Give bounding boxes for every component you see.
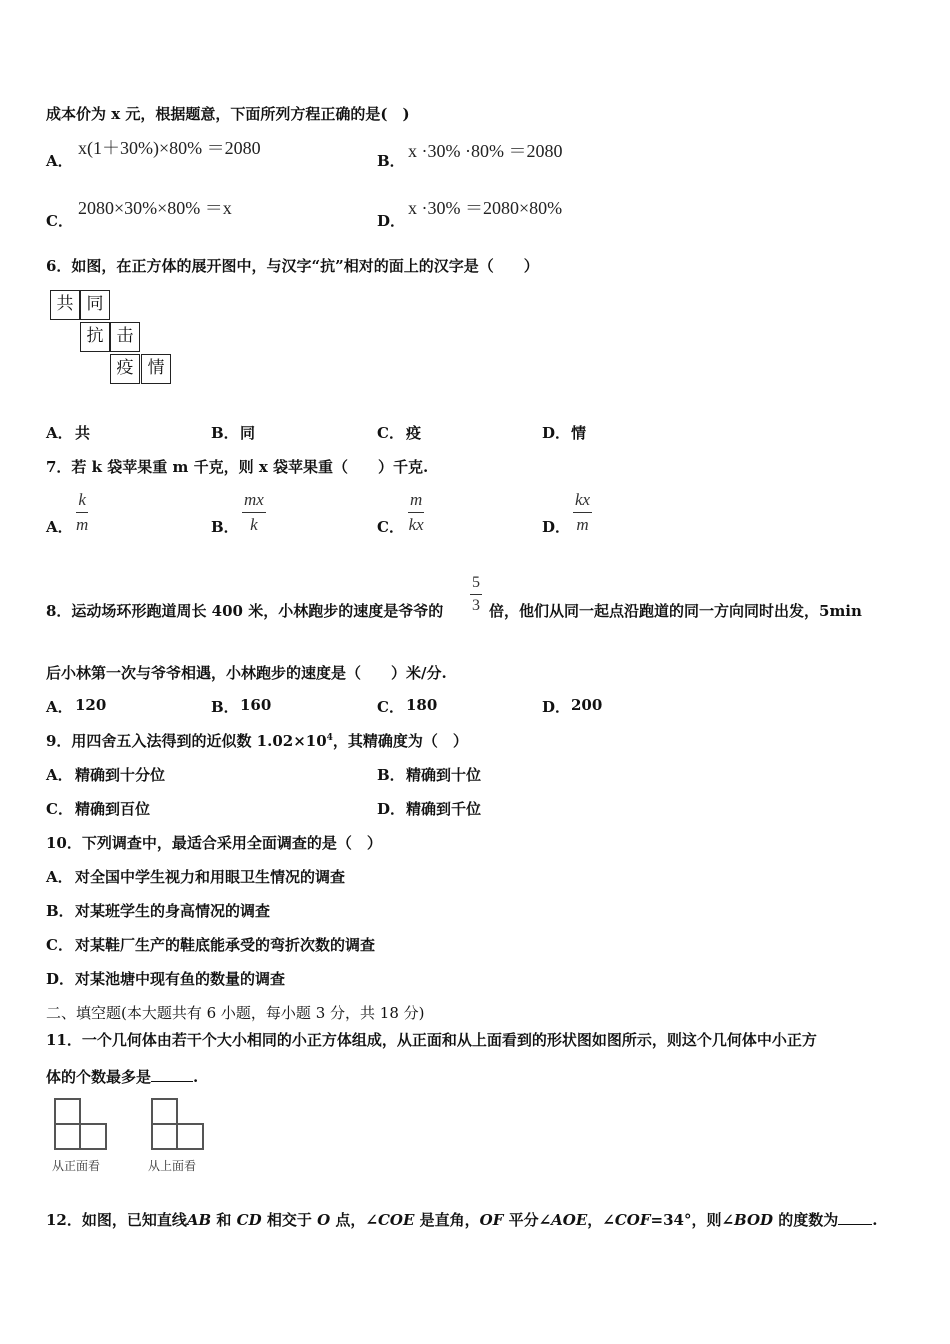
q7-option-b-label: B．: [211, 518, 239, 536]
q7-option-d-label: D．: [542, 518, 571, 536]
q9-option-a-label: A．: [46, 766, 73, 784]
q12-var-of: OF: [479, 1211, 504, 1229]
q10-option-b-label: B．: [46, 902, 74, 920]
q12-var-o: O: [317, 1211, 331, 1229]
q8-fraction-denominator: 3: [472, 597, 480, 614]
q9-stem-part1: 9．用四舍五入法得到的近似数 1.02×10: [46, 732, 327, 750]
net-face-4: 击: [110, 322, 140, 352]
q8-option-c: 180: [406, 696, 438, 714]
q12-text: 12．如图，已知直线: [46, 1211, 187, 1229]
q7-option-b-denominator: k: [250, 515, 258, 534]
q6-option-b: 同: [240, 424, 256, 442]
q8-stem-part3: 后小林第一次与爷爷相遇，小林跑步的速度是（ ）米/分.: [46, 664, 447, 682]
q12-stem: [46, 1209, 878, 1230]
front-view-square: [79, 1123, 107, 1150]
q12-text: 相交于: [261, 1211, 318, 1229]
q12-var-bod: BOD: [734, 1211, 774, 1229]
q10-option-d-label: D．: [46, 970, 75, 988]
top-view-square: [151, 1098, 178, 1125]
q5-option-d-expr: x ·30% ＝2080×80%: [408, 198, 563, 218]
q6-option-a: 共: [75, 424, 91, 442]
q5-stem: 成本价为 x 元，根据题意，下面所列方程正确的是( ): [46, 105, 410, 123]
front-view-caption: 从正面看: [52, 1159, 101, 1173]
q5-option-b-expr: x ·30% ·80% ＝2080: [408, 141, 563, 161]
q12-text: =34°，则∠: [650, 1211, 735, 1229]
q6-option-d-label: D．: [542, 424, 571, 442]
front-view-square: [54, 1123, 81, 1150]
q10-stem: 10．下列调查中，最适合采用全面调查的是（ ）: [46, 834, 382, 852]
section-heading: 二、填空题(本大题共有 6 小题，每小题 3 分，共 18 分): [46, 1004, 425, 1022]
q8-option-a: 120: [75, 696, 107, 714]
q9-option-b: 精确到十位: [406, 766, 482, 784]
q9-option-c: 精确到百位: [75, 800, 151, 818]
q7-option-b-fraction: [242, 490, 266, 535]
q12-text: 和: [211, 1211, 237, 1229]
q10-option-a: 对全国中学生视力和用眼卫生情况的调查: [75, 868, 346, 886]
q9-stem-part2: ，其精确度为（ ）: [332, 732, 468, 750]
q11-stem-line2-end: .: [193, 1068, 199, 1086]
net-face-5: 疫: [110, 354, 140, 384]
q6-option-c: 疫: [406, 424, 422, 442]
top-view-square: [151, 1123, 178, 1150]
q6-option-a-label: A．: [46, 424, 73, 442]
q6-option-c-label: C．: [377, 424, 404, 442]
q7-option-c-denominator: kx: [408, 515, 424, 534]
q8-stem-part1: 8．运动场环形跑道周长 400 米，小林跑步的速度是爷爷的: [46, 602, 444, 620]
q11-stem-line2: [46, 1066, 198, 1087]
q7-option-c-fraction: [408, 490, 424, 535]
q11-stem-line2-text: 体的个数最多是: [46, 1068, 152, 1086]
q7-stem: 7．若 k 袋苹果重 m 千克，则 x 袋苹果重（ ）千克.: [46, 458, 429, 476]
q12-text: 的度数为: [773, 1211, 839, 1229]
q10-option-b: 对某班学生的身高情况的调查: [75, 902, 271, 920]
q9-option-c-label: C．: [46, 800, 73, 818]
net-face-3: 抗: [80, 322, 110, 352]
q8-option-d-label: D．: [542, 698, 571, 716]
q7-option-c-label: C．: [377, 518, 404, 536]
q5-option-a-expr: x(1＋30%)×80% ＝2080: [78, 138, 261, 158]
net-face-6: 情: [141, 354, 171, 384]
q7-option-c-numerator: m: [408, 490, 424, 513]
q7-option-a-denominator: m: [76, 515, 89, 534]
q9-option-d-label: D．: [377, 800, 406, 818]
q8-option-b: 160: [240, 696, 272, 714]
q5-option-d-label: D．: [377, 212, 406, 230]
q9-exponent: 4: [326, 733, 333, 743]
q7-option-d-fraction: [573, 490, 592, 535]
q12-text: 是直角，: [414, 1211, 480, 1229]
q12-var-aoe: AOE: [551, 1211, 588, 1229]
q5-option-b-label: B．: [377, 152, 405, 170]
q12-var-cd: CD: [236, 1211, 262, 1229]
q12-answer-blank: [838, 1210, 872, 1225]
q9-stem: [46, 730, 468, 751]
q12-text: 点，∠: [330, 1211, 378, 1229]
q8-option-a-label: A．: [46, 698, 73, 716]
q5-option-a-label: A．: [46, 152, 73, 170]
q9-option-d: 精确到千位: [406, 800, 482, 818]
q6-option-b-label: B．: [211, 424, 239, 442]
q12-var-cof: COF: [614, 1211, 651, 1229]
q12-text: .: [872, 1211, 878, 1229]
q7-option-a-numerator: k: [76, 490, 88, 513]
top-view-square: [176, 1123, 204, 1150]
q7-option-b-numerator: mx: [242, 490, 266, 513]
q10-option-c-label: C．: [46, 936, 73, 954]
q7-option-d-denominator: m: [576, 515, 589, 534]
q10-option-a-label: A．: [46, 868, 73, 886]
q8-option-c-label: C．: [377, 698, 404, 716]
front-view-square: [54, 1098, 81, 1125]
q7-option-a-fraction: [76, 490, 88, 535]
q10-option-c: 对某鞋厂生产的鞋底能承受的弯折次数的调查: [75, 936, 376, 954]
q8-option-d: 200: [571, 696, 603, 714]
q10-option-d: 对某池塘中现有鱼的数量的调查: [75, 970, 286, 988]
q11-answer-blank: [151, 1067, 193, 1082]
q5-option-c-expr: 2080×30%×80% ＝x: [78, 198, 232, 218]
q9-option-b-label: B．: [377, 766, 405, 784]
q12-var-coe: COE: [377, 1211, 415, 1229]
q12-text: 平分∠: [503, 1211, 552, 1229]
q8-stem-part2: 倍，他们从同一起点沿跑道的同一方向同时出发，5min: [489, 602, 862, 620]
q12-text: ，∠: [587, 1211, 615, 1229]
q8-option-b-label: B．: [211, 698, 239, 716]
q9-option-a: 精确到十分位: [75, 766, 166, 784]
q6-stem: 6．如图，在正方体的展开图中，与汉字“抗”相对的面上的汉字是（ ）: [46, 257, 539, 275]
q8-fraction-numerator: 5: [470, 574, 482, 595]
net-face-1: 共: [50, 290, 80, 320]
q7-option-a-label: A．: [46, 518, 73, 536]
net-face-2: 同: [80, 290, 110, 320]
top-view-caption: 从上面看: [148, 1159, 197, 1173]
q8-fraction: [470, 574, 482, 615]
q7-option-d-numerator: kx: [573, 490, 592, 513]
q5-option-c-label: C．: [46, 212, 73, 230]
q6-option-d: 情: [571, 424, 587, 442]
q12-var-ab: AB: [186, 1211, 212, 1229]
q11-stem-line1: 11．一个几何体由若干个大小相同的小正方体组成，从正面和从上面看到的形状图如图所示，则这个几何体中小正方: [46, 1031, 817, 1049]
